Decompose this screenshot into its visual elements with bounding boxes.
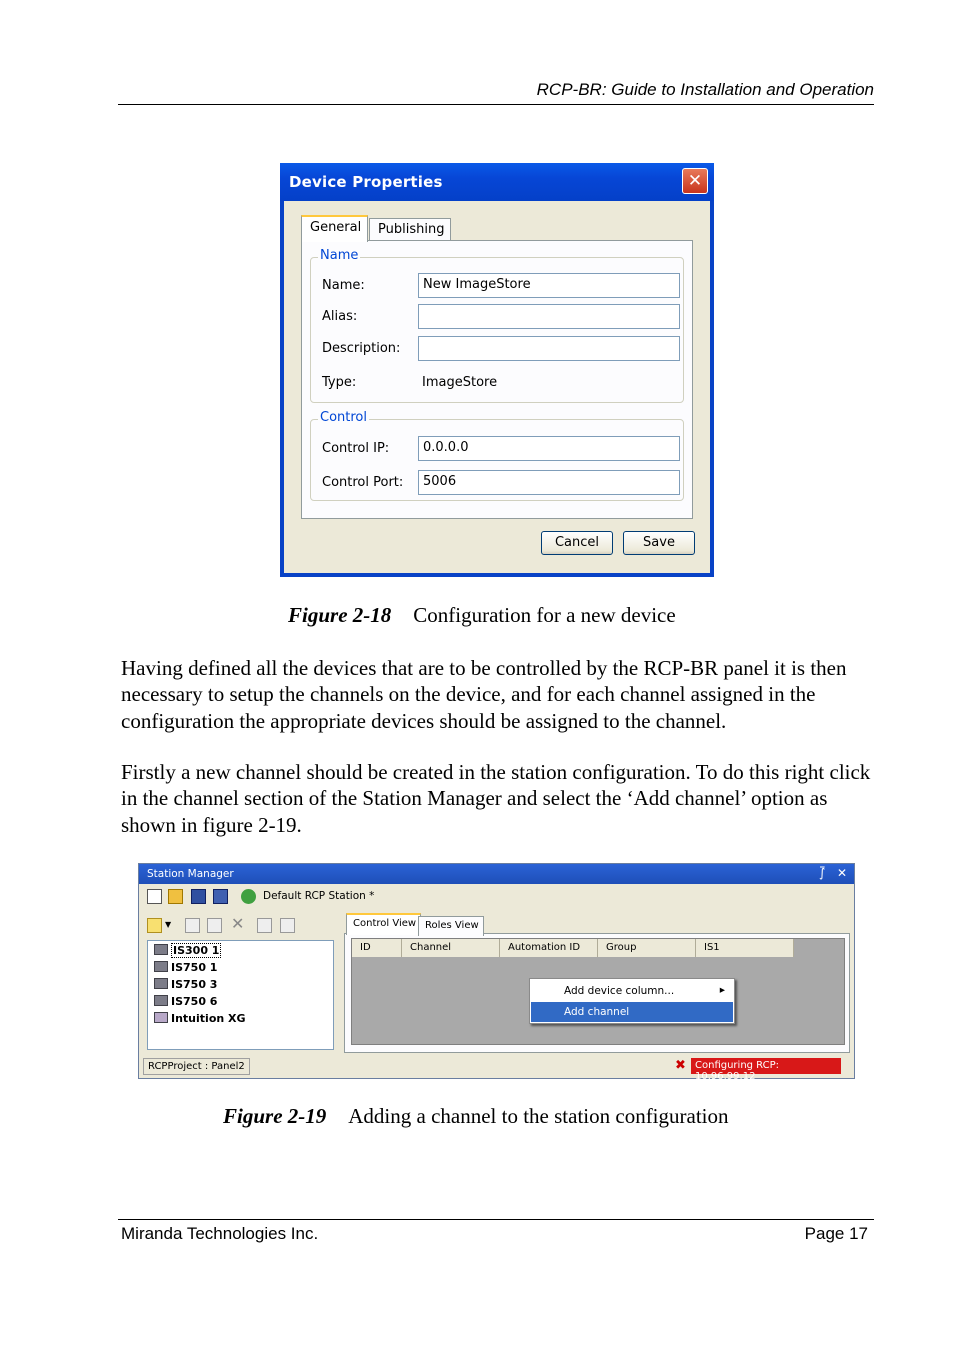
device-icon: [154, 978, 168, 989]
figure-2-19-caption: [223, 1104, 729, 1129]
alias-field[interactable]: [418, 304, 680, 329]
type-label: Type:: [322, 375, 357, 390]
footer-rule: [118, 1219, 874, 1220]
paragraph-2: Firstly a new channel should be created in the station configuration. To do this right click in the channel section of the Station Manager and select the ‘Add channel’ option as shown in figure 2-19.: [121, 760, 871, 837]
caption-text: Adding a channel to the station configuration: [348, 1104, 729, 1128]
name-group-legend: Name: [320, 248, 359, 263]
control-ip-field[interactable]: 0.0.0.0: [418, 436, 680, 461]
station-label: Default RCP Station *: [263, 890, 375, 902]
device-tree: [147, 940, 334, 1050]
disconnect-icon: ✖: [675, 1058, 686, 1073]
close-icon[interactable]: ✕: [837, 866, 848, 880]
control-group-legend: Control: [320, 410, 367, 425]
copy-icon[interactable]: [185, 918, 200, 933]
figure-2-18-caption: [288, 603, 676, 628]
type-value: ImageStore: [422, 375, 498, 390]
menu-item-add-channel[interactable]: Add channel: [531, 1002, 733, 1022]
name-field[interactable]: New ImageStore: [418, 273, 680, 298]
station-manager-titlebar: [139, 864, 854, 884]
column-header[interactable]: Channel: [402, 939, 500, 957]
column-header[interactable]: Group: [598, 939, 696, 957]
menu-item-add-device-column[interactable]: Add device column... ▸: [564, 984, 725, 997]
rename-icon[interactable]: [257, 918, 272, 933]
device-icon: [154, 944, 168, 955]
caption-text: Configuration for a new device: [413, 603, 676, 627]
column-header[interactable]: ID: [352, 939, 402, 957]
control-port-field[interactable]: 5006: [418, 470, 680, 495]
context-menu: [529, 978, 735, 1024]
connect-icon[interactable]: [241, 889, 256, 904]
paragraph-1: Having defined all the devices that are to be controlled by the RCP-BR panel it is then necessary to setup the channels on the device, and for each channel assigned in the configuration the appropriate devices should be assigned to the channel.: [121, 656, 847, 733]
tree-item[interactable]: IS750 3: [154, 978, 217, 991]
tab-general[interactable]: General: [301, 215, 368, 242]
caption-number: Figure 2-19: [223, 1104, 327, 1128]
dialog-titlebar[interactable]: [280, 163, 714, 201]
running-header: RCP-BR: Guide to Installation and Operation: [536, 80, 874, 99]
submenu-arrow-icon: ▸: [719, 984, 725, 996]
status-project: RCPProject : Panel2: [143, 1058, 250, 1075]
cancel-button[interactable]: Cancel: [541, 531, 613, 555]
tree-item[interactable]: IS300 1: [154, 944, 221, 957]
new-item-icon[interactable]: [147, 918, 162, 933]
control-ip-label: Control IP:: [322, 441, 390, 456]
tree-item[interactable]: IS750 6: [154, 995, 217, 1008]
control-port-label: Control Port:: [322, 475, 404, 490]
header-rule: [118, 104, 874, 105]
device-properties-dialog: [280, 163, 714, 577]
status-configuring: Configuring RCP: 10.96.99.12: [691, 1058, 841, 1074]
status-bar: [143, 1058, 851, 1082]
open-folder-icon[interactable]: [168, 889, 183, 904]
page-number: Page 17: [804, 1224, 868, 1243]
tab-publishing[interactable]: Publishing: [369, 218, 451, 242]
save-button[interactable]: Save: [623, 531, 695, 555]
name-label: Name:: [322, 278, 365, 293]
tab-roles-view[interactable]: Roles View: [418, 916, 484, 936]
dropdown-arrow-icon[interactable]: ▼: [165, 920, 172, 929]
save-icon[interactable]: [191, 889, 206, 904]
save-all-icon[interactable]: [213, 889, 228, 904]
device-icon: [154, 995, 168, 1006]
dialog-title: Device Properties: [289, 173, 443, 191]
tab-control-view[interactable]: Control View: [346, 913, 421, 935]
properties-icon[interactable]: [280, 918, 295, 933]
description-field[interactable]: [418, 336, 680, 361]
description-label: Description:: [322, 341, 401, 356]
paste-icon[interactable]: [207, 918, 222, 933]
delete-icon[interactable]: ✕: [231, 914, 245, 933]
pin-icon[interactable]: ⨛: [819, 866, 826, 880]
tree-item[interactable]: Intuition XG: [154, 1012, 246, 1025]
caption-number: Figure 2-18: [288, 603, 392, 627]
new-file-icon[interactable]: [147, 889, 162, 904]
station-manager-title: Station Manager: [147, 868, 234, 880]
station-manager-window: [138, 863, 855, 1082]
footer-company: Miranda Technologies Inc.: [121, 1224, 319, 1243]
device-icon: [154, 961, 168, 972]
close-icon[interactable]: ✕: [682, 168, 708, 194]
alias-label: Alias:: [322, 309, 358, 324]
column-header[interactable]: Automation ID: [500, 939, 598, 957]
general-tab-panel: [301, 240, 693, 519]
device-icon: [154, 1012, 168, 1023]
tree-item[interactable]: IS750 1: [154, 961, 217, 974]
dialog-body: [284, 201, 710, 573]
column-header[interactable]: IS1: [696, 939, 794, 957]
